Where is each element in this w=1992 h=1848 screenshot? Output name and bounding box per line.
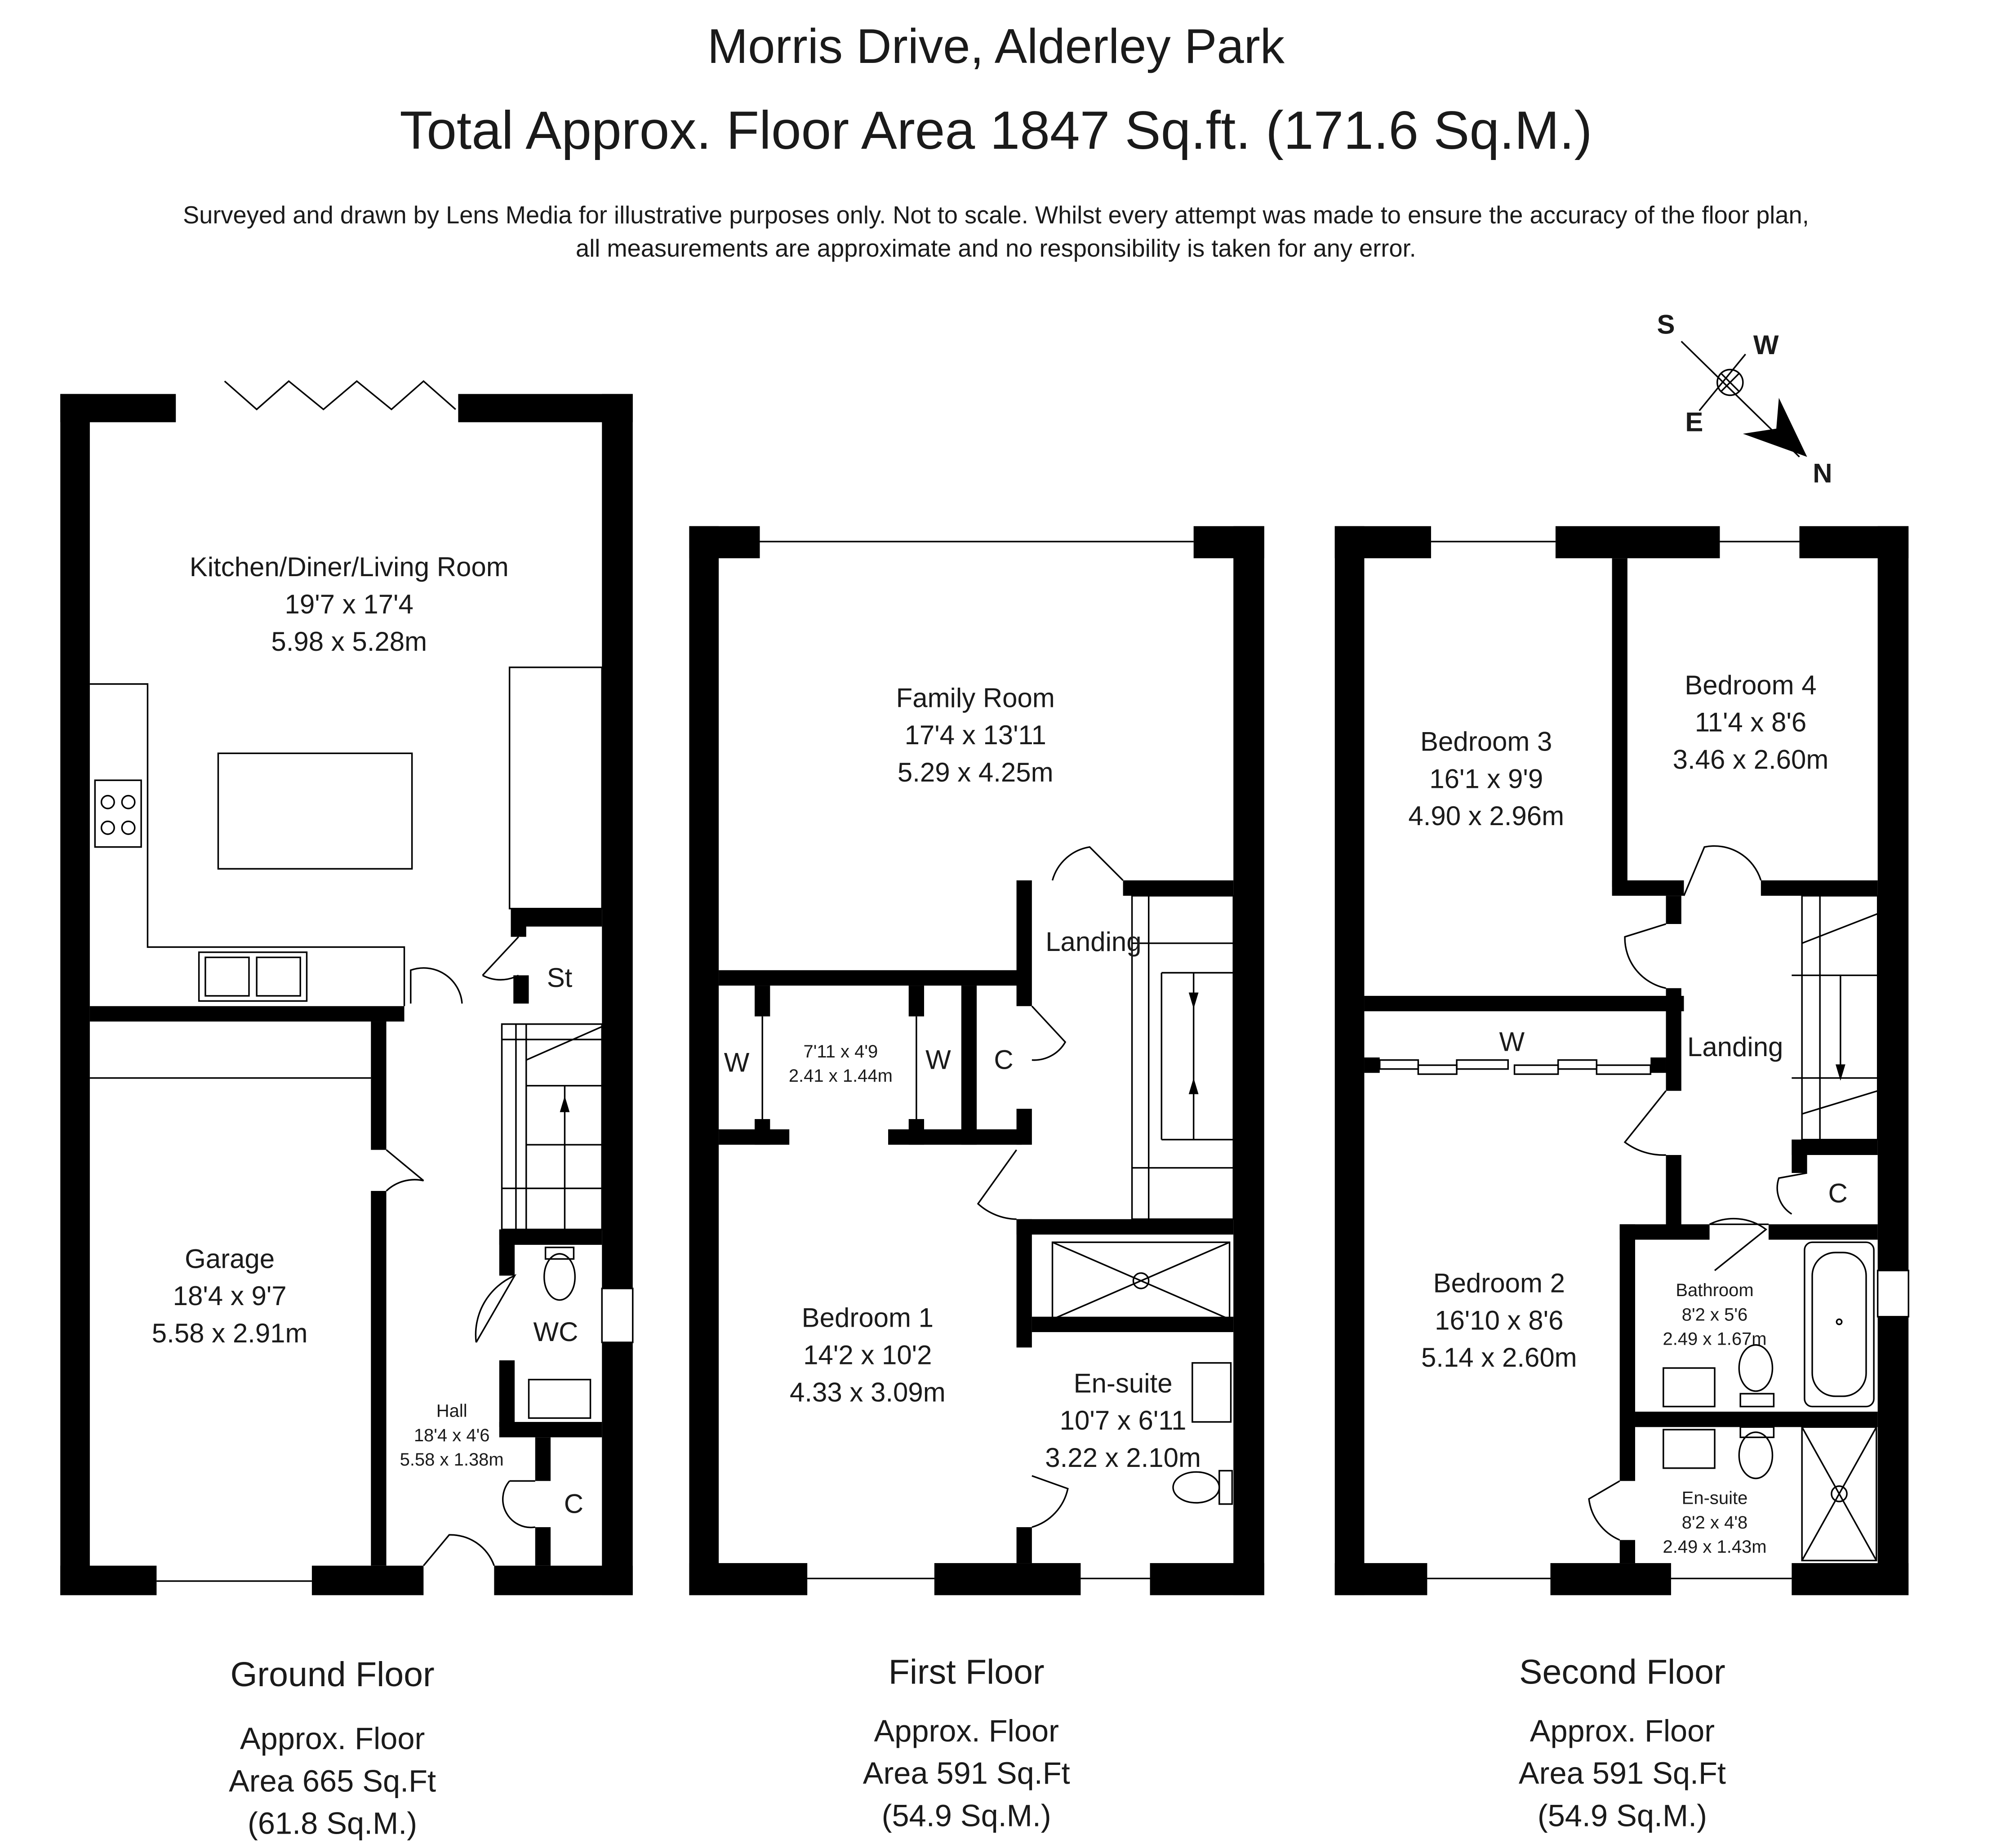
first-ensuite-label — [1045, 1365, 1201, 1477]
room-name: Kitchen/Diner/Living Room — [189, 553, 509, 583]
second-cupboard-label: C — [1828, 1179, 1848, 1209]
room-metric: 4.90 x 2.96m — [1408, 802, 1565, 832]
bathroom-label — [1663, 1278, 1766, 1351]
room-imperial: 10'7 x 6'11 — [1059, 1406, 1187, 1436]
room-imperial: 17'4 x 13'11 — [904, 721, 1046, 751]
compass-north: N — [1813, 459, 1832, 489]
room-imperial: 16'10 x 8'6 — [1435, 1306, 1564, 1336]
floor-area-line: Approx. Floor — [874, 1715, 1059, 1750]
room-imperial: 8'2 x 5'6 — [1681, 1304, 1748, 1324]
hall-label — [400, 1399, 504, 1472]
room-imperial: 11'4 x 8'6 — [1694, 708, 1807, 738]
room-name: Bedroom 1 — [801, 1304, 934, 1333]
room-name: Garage — [185, 1244, 275, 1275]
room-metric: 3.46 x 2.60m — [1672, 746, 1829, 775]
disclaimer-line-1: Surveyed and drawn by Lens Media for illustrative purposes only. Not to scale. Whilst every attempt was made to ensure the accuracy of the floor plan, — [182, 203, 1809, 230]
floor-name: Second Floor — [1519, 1653, 1725, 1692]
room-metric: 3.22 x 2.10m — [1045, 1444, 1201, 1474]
compass-icon — [1681, 342, 1807, 457]
room-name: Bathroom — [1676, 1279, 1754, 1300]
garage-label — [152, 1241, 308, 1352]
ground-cupboard-label: C — [564, 1490, 584, 1519]
total-area-title: Total Approx. Floor Area 1847 Sq.ft. (171.6 Sq.M.) — [400, 100, 1592, 160]
bedroom2-label — [1421, 1266, 1577, 1377]
room-name: Bedroom 3 — [1420, 728, 1552, 757]
walk-in-label — [789, 1040, 893, 1088]
first-landing-label: Landing — [1045, 928, 1142, 958]
floor-area-line: Approx. Floor — [240, 1722, 425, 1757]
room-name: En-suite — [1681, 1487, 1748, 1508]
wc-label: WC — [533, 1318, 578, 1348]
second-landing-label: Landing — [1687, 1033, 1783, 1063]
room-metric: 5.14 x 2.60m — [1421, 1343, 1577, 1373]
compass-south: S — [1657, 311, 1675, 340]
first-cupboard-label: C — [994, 1046, 1014, 1075]
room-imperial: 7'11 x 4'9 — [803, 1040, 878, 1062]
family-room-label — [896, 680, 1055, 791]
room-name: Family Room — [896, 684, 1055, 714]
wardrobe-left-label: W — [724, 1048, 750, 1078]
second-wardrobe-label: W — [1499, 1028, 1525, 1057]
floor-area-line: (54.9 Sq.M.) — [1537, 1799, 1707, 1834]
second-floor-footer — [1519, 1653, 1726, 1838]
ground-floor-footer — [229, 1656, 436, 1846]
room-name: Bedroom 2 — [1433, 1269, 1565, 1299]
room-metric: 2.49 x 1.43m — [1663, 1536, 1767, 1557]
disclaimer — [0, 200, 1992, 267]
room-imperial: 18'4 x 4'6 — [414, 1424, 490, 1445]
room-imperial: 16'1 x 9'9 — [1429, 764, 1543, 795]
room-name: En-suite — [1073, 1369, 1173, 1399]
first-floor-footer — [863, 1653, 1070, 1838]
room-name: Hall — [436, 1400, 467, 1421]
room-imperial: 18'4 x 9'7 — [173, 1282, 287, 1312]
compass-west: W — [1753, 331, 1779, 361]
bedroom1-label — [790, 1300, 946, 1412]
room-metric: 4.33 x 3.09m — [790, 1378, 946, 1408]
room-metric: 5.58 x 1.38m — [400, 1448, 504, 1470]
floor-name: Ground Floor — [230, 1655, 435, 1694]
room-metric: 5.29 x 4.25m — [897, 758, 1054, 788]
room-imperial: 19'7 x 17'4 — [285, 590, 414, 620]
kitchen-label — [190, 549, 509, 661]
floor-area-line: (61.8 Sq.M.) — [248, 1807, 418, 1842]
disclaimer-line-2: all measurements are approximate and no responsibility is taken for any error. — [576, 236, 1416, 263]
room-imperial: 14'2 x 10'2 — [803, 1341, 932, 1371]
room-metric: 5.58 x 2.91m — [151, 1319, 308, 1349]
room-metric: 2.49 x 1.67m — [1663, 1328, 1767, 1349]
room-name: Bedroom 4 — [1685, 671, 1817, 701]
wardrobe-right-label: W — [925, 1046, 951, 1075]
floor-area-line: Area 591 Sq.Ft — [863, 1757, 1070, 1792]
bedroom3-label — [1408, 724, 1564, 835]
room-metric: 2.41 x 1.44m — [788, 1065, 893, 1086]
compass-east: E — [1685, 408, 1703, 438]
floor-area-line: (54.9 Sq.M.) — [881, 1799, 1051, 1834]
store-label: St — [547, 964, 573, 994]
floor-area-line: Area 665 Sq.Ft — [229, 1764, 436, 1799]
second-ensuite-label — [1663, 1486, 1766, 1559]
floor-area-line: Approx. Floor — [1530, 1715, 1715, 1750]
floor-area-line: Area 591 Sq.Ft — [1518, 1757, 1726, 1792]
room-imperial: 8'2 x 4'8 — [1681, 1511, 1748, 1533]
bedroom4-label — [1673, 667, 1829, 779]
address-title: Morris Drive, Alderley Park — [707, 20, 1285, 75]
floor-name: First Floor — [888, 1653, 1045, 1692]
room-metric: 5.98 x 5.28m — [271, 627, 427, 657]
